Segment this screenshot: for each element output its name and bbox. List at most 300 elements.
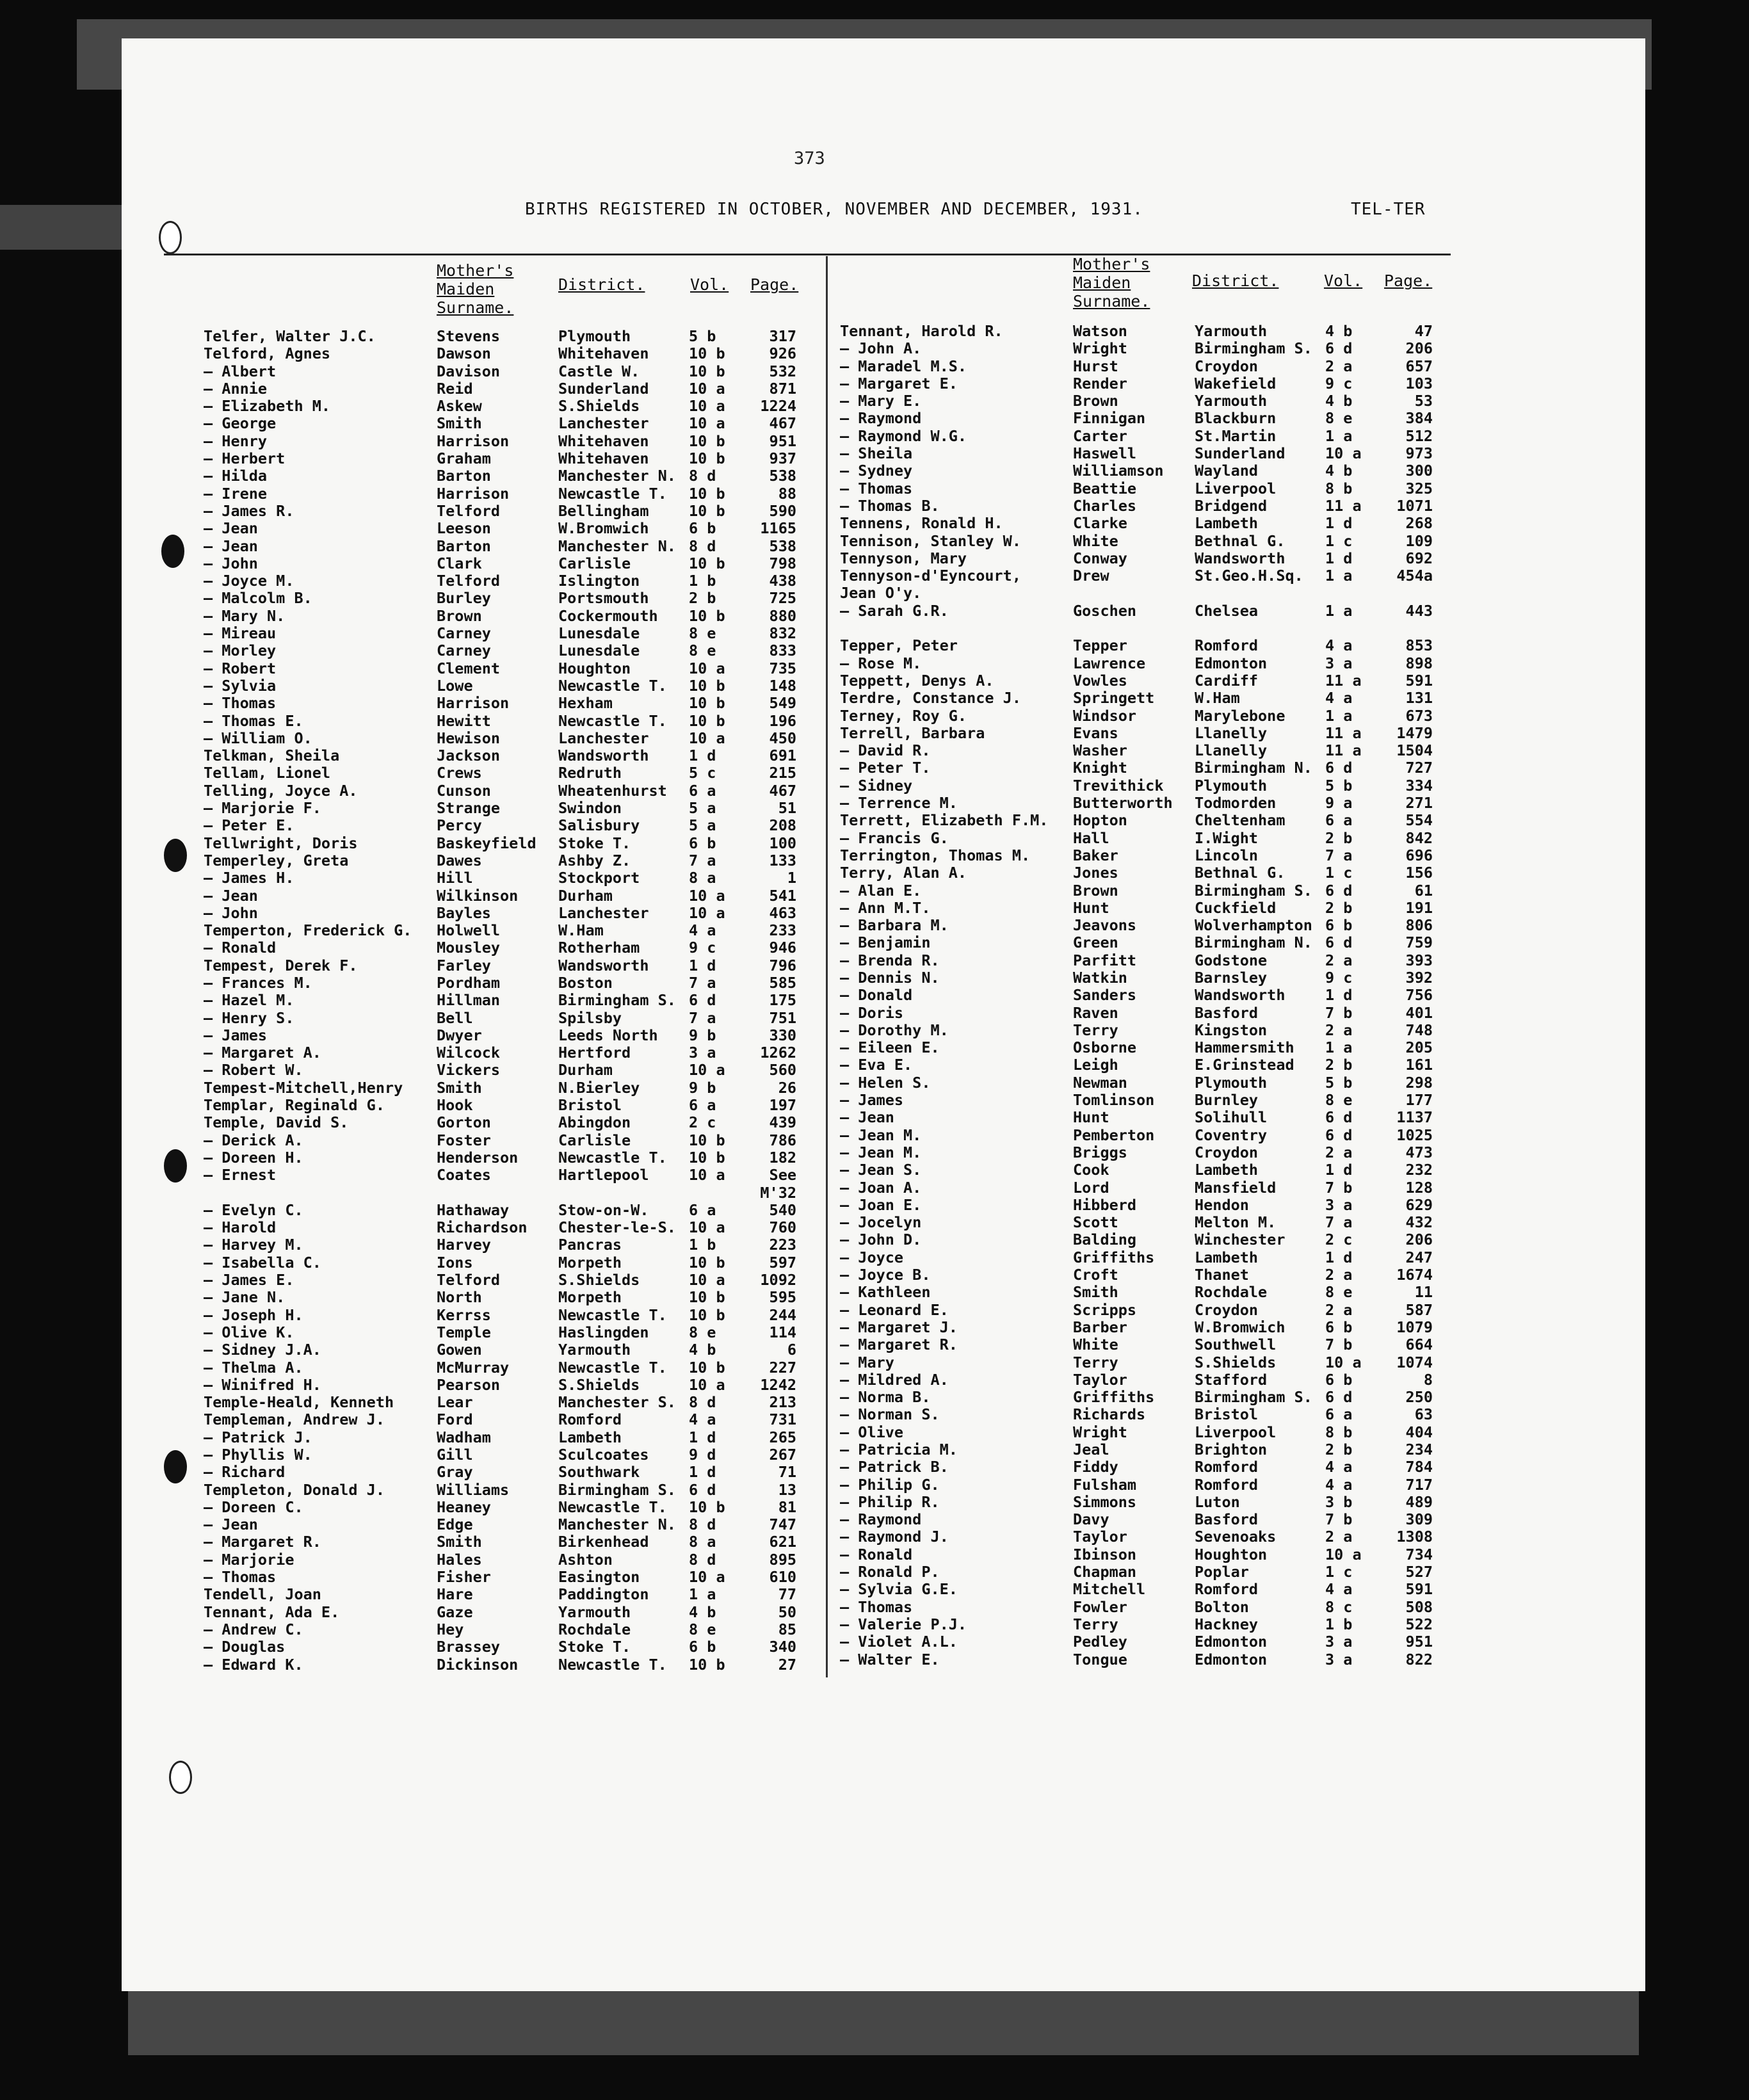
- entry-mother-surname: Stevens: [437, 327, 501, 345]
- entry-page: 522: [1405, 1615, 1433, 1633]
- binder-hole: [164, 839, 187, 872]
- entry-page: 696: [1405, 846, 1433, 864]
- entry-page: 554: [1405, 811, 1433, 830]
- entry-volume: 11 a: [1325, 741, 1362, 760]
- entry-name: — James: [840, 1091, 904, 1110]
- entry-district: Wayland: [1195, 462, 1259, 480]
- entry-mother-surname: Fulsham: [1073, 1475, 1137, 1494]
- entry-name: — Thomas: [840, 1597, 913, 1616]
- entry-district: Rochdale: [1195, 1283, 1268, 1302]
- entry-mother-surname: Cook: [1073, 1161, 1109, 1179]
- entry-name: Templar, Reginald G.: [204, 1096, 385, 1115]
- entry-name: Temperley, Greta: [204, 851, 349, 869]
- entry-district: Islington: [558, 572, 640, 590]
- entry-district: Thanet: [1195, 1266, 1249, 1284]
- entry-volume: 10 b: [689, 1253, 725, 1272]
- entry-row: [840, 1022, 1455, 1039]
- entry-name: — Barbara M.: [840, 916, 949, 935]
- entry-page: 325: [1405, 479, 1433, 497]
- entry-volume: 8 e: [689, 1620, 716, 1638]
- entry-page: 114: [769, 1323, 796, 1341]
- entry-page: 760: [769, 1218, 796, 1237]
- entry-row: [840, 1074, 1455, 1092]
- entry-mother-surname: Beattie: [1073, 479, 1137, 497]
- entry-district: Portsmouth: [558, 589, 649, 608]
- entry-district: Yarmouth: [1195, 392, 1268, 410]
- entry-mother-surname: Brown: [1073, 881, 1118, 900]
- entry-district: Whitehaven: [558, 432, 649, 450]
- entry-district: Stockport: [558, 869, 640, 887]
- entry-volume: 6 d: [1325, 759, 1353, 777]
- entry-name: — Thomas: [204, 1568, 277, 1587]
- entry-name: — Joyce M.: [204, 572, 294, 590]
- entry-volume: 1 d: [689, 1428, 716, 1446]
- entry-volume: 7 a: [1325, 1213, 1353, 1232]
- entry-page: 334: [1405, 776, 1433, 795]
- entry-page: 53: [1414, 392, 1433, 410]
- entry-row: [840, 1581, 1455, 1598]
- entry-mother-surname: Percy: [437, 816, 482, 835]
- entry-district: Southwark: [558, 1463, 640, 1482]
- entry-page: 404: [1405, 1423, 1433, 1441]
- entry-mother-surname: White: [1073, 1336, 1118, 1354]
- entry-volume: 8 e: [1325, 1091, 1353, 1110]
- entry-district: Bridgend: [1195, 496, 1268, 515]
- entry-mother-surname: Hunt: [1073, 898, 1109, 917]
- entry-row: [840, 410, 1455, 427]
- entry-volume: 6 d: [689, 1480, 716, 1499]
- entry-volume: 10 a: [1325, 1545, 1362, 1563]
- entry-row: [204, 957, 818, 974]
- entry-name: — Patrick J.: [204, 1428, 312, 1446]
- entry-volume: 10 a: [689, 1568, 725, 1587]
- entry-page: 317: [769, 327, 796, 345]
- entry-mother-surname: Henderson: [437, 1148, 519, 1167]
- entry-row: [840, 1476, 1455, 1494]
- entry-district: Bristol: [558, 1096, 622, 1115]
- entry-mother-surname: Washer: [1073, 741, 1127, 760]
- entry-name: — Dorothy M.: [840, 1021, 949, 1039]
- entry-volume: 1 c: [1325, 864, 1353, 882]
- entry-row: [204, 905, 818, 922]
- binder-hole: [159, 221, 182, 254]
- entry-mother-surname: Leigh: [1073, 1056, 1118, 1074]
- entry-volume: 2 b: [1325, 828, 1353, 847]
- entry-page: 271: [1405, 794, 1433, 812]
- entry-district: Blackburn: [1195, 409, 1277, 428]
- entry-district: Romford: [1195, 636, 1259, 655]
- entry-mother-surname: Hurst: [1073, 357, 1118, 375]
- entry-volume: 3 a: [1325, 1633, 1353, 1651]
- entry-row: [204, 572, 818, 590]
- entry-name: Tepper, Peter: [840, 636, 958, 655]
- header-district: District.: [1192, 271, 1279, 290]
- entry-name: — Elizabeth M.: [204, 397, 331, 416]
- entry-mother-surname: Griffiths: [1073, 1388, 1155, 1407]
- entry-name: — Jean: [204, 537, 258, 555]
- entry-mother-surname: Trevithick: [1073, 776, 1164, 795]
- entry-row: [840, 952, 1455, 969]
- entry-page: 796: [769, 956, 796, 974]
- entry-name: Jean O'y.: [840, 584, 922, 602]
- entry-volume: 7 a: [1325, 846, 1353, 864]
- entry-row: [204, 485, 818, 503]
- entry-mother-surname: Harrison: [437, 484, 510, 503]
- entry-name: — Patricia M.: [840, 1441, 958, 1458]
- entry-district: Melton M.: [1195, 1213, 1277, 1232]
- entry-page: 77: [778, 1585, 796, 1604]
- entry-mother-surname: Crews: [437, 764, 482, 782]
- entry-district: Stoke T.: [558, 834, 631, 852]
- entry-page: 247: [1405, 1248, 1433, 1266]
- entry-row: [840, 1319, 1455, 1336]
- entry-mother-surname: Telford: [437, 572, 501, 590]
- entry-volume: 7 b: [1325, 1003, 1353, 1022]
- entry-district: Houghton: [558, 659, 631, 677]
- entry-row: [204, 555, 818, 572]
- entry-page: 384: [1405, 409, 1433, 428]
- entry-name: Terney, Roy G.: [840, 706, 967, 725]
- entry-district: Lincoln: [1195, 846, 1259, 864]
- entry-mother-surname: Watson: [1073, 322, 1127, 340]
- entry-district: Winchester: [1195, 1231, 1286, 1249]
- entry-volume: 10 b: [689, 676, 725, 695]
- entry-district: Lambeth: [1195, 1161, 1259, 1179]
- entry-name: — Isabella C.: [204, 1253, 321, 1272]
- entry-volume: 4 b: [1325, 392, 1353, 410]
- entry-volume: 3 a: [689, 1044, 716, 1062]
- entry-row: [204, 1569, 818, 1586]
- entry-district: Romford: [558, 1410, 622, 1429]
- entry-page: 489: [1405, 1492, 1433, 1511]
- entry-volume: 4 b: [689, 1341, 716, 1359]
- entry-volume: 2 a: [1325, 1528, 1353, 1546]
- header-mother: Mother's Maiden Surname.: [437, 261, 514, 317]
- entry-name: — Norman S.: [840, 1405, 940, 1424]
- entry-name: — Jean M.: [840, 1143, 922, 1161]
- entry-mother-surname: Terry: [1073, 1353, 1118, 1371]
- entry-mother-surname: Evans: [1073, 723, 1118, 742]
- entry-volume: 8 d: [689, 467, 716, 485]
- entry-page: 784: [1405, 1458, 1433, 1476]
- entry-name: — Sarah G.R.: [840, 601, 949, 620]
- entry-district: Edmonton: [1195, 1650, 1268, 1668]
- entry-row: [204, 625, 818, 642]
- entry-district: Wandsworth: [1195, 986, 1286, 1005]
- entry-name: Tennyson, Mary: [840, 549, 967, 567]
- entry-mother-surname: Windsor: [1073, 706, 1137, 725]
- entry-district: Plymouth: [558, 327, 631, 345]
- entry-page: 208: [769, 816, 796, 835]
- entry-district: Stow-on-W.: [558, 1200, 649, 1219]
- entry-mother-surname: Tongue: [1073, 1650, 1127, 1668]
- entry-page: 560: [769, 1061, 796, 1079]
- entry-volume: 2 a: [1325, 1143, 1353, 1161]
- entry-mother-surname: Barton: [437, 467, 491, 485]
- entry-district: Chester-le-S.: [558, 1218, 676, 1237]
- entry-name: — Raymond J.: [840, 1528, 949, 1546]
- entry-row: [840, 1599, 1455, 1616]
- entry-name: — Henry: [204, 432, 268, 450]
- entry-page: 973: [1405, 444, 1433, 463]
- entry-volume: 2 a: [1325, 1266, 1353, 1284]
- entry-row: [840, 707, 1455, 725]
- entry-page: 298: [1405, 1073, 1433, 1092]
- entry-mother-surname: Carney: [437, 642, 491, 660]
- entry-name: — Raymond: [840, 409, 922, 428]
- entry-name: — Ronald P.: [840, 1563, 940, 1581]
- entry-mother-surname: McMurray: [437, 1358, 510, 1377]
- entry-row: [840, 900, 1455, 917]
- entry-volume: 10 a: [689, 729, 725, 747]
- entry-volume: 6 d: [1325, 1126, 1353, 1144]
- header-vol: Vol.: [690, 275, 729, 294]
- entry-district: Brighton: [1195, 1441, 1268, 1458]
- entry-district: Newcastle T.: [558, 1305, 667, 1324]
- entry-district: Plymouth: [1195, 1073, 1268, 1092]
- entry-row: [204, 764, 818, 782]
- entry-mother-surname: Taylor: [1073, 1528, 1127, 1546]
- entry-volume: 10 b: [689, 449, 725, 468]
- entry-name: Teppett, Denys A.: [840, 671, 994, 690]
- entry-district: Luton: [1195, 1492, 1240, 1511]
- entry-page: 621: [769, 1533, 796, 1551]
- entry-volume: 8 e: [1325, 1283, 1353, 1302]
- entry-page: 51: [778, 799, 796, 818]
- entry-volume: 8 a: [689, 1533, 716, 1551]
- page-number: 373: [794, 149, 825, 168]
- entry-district: Hexham: [558, 694, 613, 713]
- entry-row: [840, 1511, 1455, 1528]
- entry-row: [204, 660, 818, 677]
- entry-mother-surname: Tomlinson: [1073, 1091, 1155, 1110]
- entry-name: — Robert: [204, 659, 277, 677]
- entry-row: [840, 759, 1455, 777]
- entry-name: — Helen S.: [840, 1073, 931, 1092]
- entry-mother-surname: Carter: [1073, 426, 1127, 445]
- entry-row: [840, 323, 1455, 340]
- entry-row: [840, 830, 1455, 847]
- entry-name: — Joan E.: [840, 1195, 922, 1214]
- entry-volume: 7 b: [1325, 1510, 1353, 1529]
- entry-page: 725: [769, 589, 796, 608]
- entry-name: — Terrence M.: [840, 794, 958, 812]
- entry-district: Whitehaven: [558, 344, 649, 363]
- entry-volume: 10 a: [689, 1166, 725, 1184]
- entry-district: Birmingham S.: [558, 991, 676, 1010]
- entry-mother-surname: Fiddy: [1073, 1458, 1118, 1476]
- entry-mother-surname: Lowe: [437, 676, 473, 695]
- entry-district: Cockermouth: [558, 606, 658, 625]
- entry-row: [204, 450, 818, 467]
- entry-volume: 6 b: [689, 834, 716, 852]
- entry-volume: 5 b: [1325, 776, 1353, 795]
- entry-volume: 9 d: [689, 1446, 716, 1464]
- entry-mother-surname: Jackson: [437, 747, 501, 765]
- entry-name: — Philip G.: [840, 1475, 940, 1494]
- entry-volume: 1 d: [1325, 1161, 1353, 1179]
- entry-mother-surname: Richards: [1073, 1405, 1146, 1424]
- entry-mother-surname: Smith: [437, 414, 482, 433]
- entry-mother-surname: Raven: [1073, 1003, 1118, 1022]
- entry-mother-surname: Gorton: [437, 1113, 491, 1132]
- entry-district: Hendon: [1195, 1195, 1249, 1214]
- entry-row: [204, 1097, 818, 1114]
- entry-row: [204, 608, 818, 625]
- entry-row: [204, 1324, 818, 1341]
- entry-volume: 6 d: [1325, 1108, 1353, 1127]
- entry-row: [840, 340, 1455, 357]
- entry-name: — Sheila: [840, 444, 913, 463]
- entry-row: [204, 974, 818, 992]
- entry-row: [204, 1429, 818, 1446]
- entry-district: Edmonton: [1195, 654, 1268, 672]
- entry-name: — Winifred H.: [204, 1375, 321, 1394]
- entry-page: 392: [1405, 968, 1433, 987]
- entry-mother-surname: Charles: [1073, 496, 1137, 515]
- entry-row: [204, 415, 818, 432]
- entry-page: 1674: [1396, 1266, 1433, 1284]
- entry-district: Birmingham N.: [1195, 933, 1312, 952]
- entry-mother-surname: Holwell: [437, 921, 501, 940]
- entry-name: — Mildred A.: [840, 1370, 949, 1389]
- entry-volume: 3 a: [1325, 1650, 1353, 1668]
- entry-page: 673: [1405, 706, 1433, 725]
- entry-district: Haslingden: [558, 1323, 649, 1341]
- entry-mother-surname: Hook: [437, 1096, 473, 1115]
- entry-district: Bethnal G.: [1195, 531, 1286, 550]
- entry-mother-surname: Wright: [1073, 339, 1127, 358]
- entry-volume: 2 a: [1325, 1300, 1353, 1319]
- entry-district: Sunderland: [1195, 444, 1286, 463]
- entry-page: 1308: [1396, 1528, 1433, 1546]
- entry-name: Tempest, Derek F.: [204, 956, 358, 974]
- entry-row: [840, 1161, 1455, 1179]
- entry-row: [204, 887, 818, 905]
- entry-page: 587: [1405, 1300, 1433, 1319]
- entry-row: [204, 782, 818, 800]
- entry-row: [840, 462, 1455, 480]
- entry-district: Pancras: [558, 1236, 622, 1254]
- entry-district: Ashby Z.: [558, 851, 631, 869]
- entry-district: Chelsea: [1195, 601, 1259, 620]
- entry-row: [204, 1586, 818, 1603]
- entry-volume: 10 a: [689, 659, 725, 677]
- entry-mother-surname: Brassey: [437, 1638, 501, 1656]
- entry-district: Houghton: [1195, 1545, 1268, 1563]
- entry-name: — Mary E.: [840, 392, 922, 410]
- entry-page: 527: [1405, 1563, 1433, 1581]
- entry-name: — Joyce B.: [840, 1266, 931, 1284]
- entry-name: — Francis G.: [840, 828, 949, 847]
- entry-volume: 6 a: [689, 1200, 716, 1219]
- entry-row: [840, 1633, 1455, 1651]
- entry-mother-surname: Hey: [437, 1620, 464, 1638]
- entry-page: 71: [778, 1463, 796, 1482]
- entry-row: [204, 642, 818, 659]
- entry-district: Manchester N.: [558, 537, 676, 555]
- entry-mother-surname: Reid: [437, 379, 473, 398]
- entry-name: — Jane N.: [204, 1288, 286, 1307]
- entry-mother-surname: Vowles: [1073, 671, 1127, 690]
- entry-district: Poplar: [1195, 1563, 1249, 1581]
- entry-volume: 7 b: [1325, 1336, 1353, 1354]
- entry-row: [840, 515, 1455, 532]
- entry-row: [204, 328, 818, 345]
- entry-name: — Albert: [204, 362, 277, 380]
- entry-mother-surname: Osborne: [1073, 1038, 1137, 1057]
- entry-row: [204, 1411, 818, 1428]
- entry-name: — Doris: [840, 1003, 904, 1022]
- entry-district: Lunesdale: [558, 624, 640, 643]
- entry-volume: 10 b: [689, 1358, 725, 1377]
- entry-name: Telling, Joyce A.: [204, 781, 358, 800]
- entry-name: — Marjorie: [204, 1550, 294, 1569]
- entry-page: 853: [1405, 636, 1433, 655]
- entry-mother-surname: Vickers: [437, 1061, 501, 1079]
- entry-volume: 5 b: [1325, 1073, 1353, 1092]
- entry-name: — James H.: [204, 869, 294, 887]
- entry-row: [840, 795, 1455, 812]
- entry-volume: 7 b: [1325, 1178, 1353, 1197]
- entry-page: 756: [1405, 986, 1433, 1005]
- entry-name: — Jean: [204, 1515, 258, 1534]
- entry-row: [204, 1062, 818, 1079]
- entry-district: N.Bierley: [558, 1078, 640, 1097]
- entry-page: 205: [1405, 1038, 1433, 1057]
- entry-page: 196: [769, 711, 796, 730]
- entry-mother-surname: Terry: [1073, 1615, 1118, 1633]
- entry-district: Durham: [558, 1061, 613, 1079]
- entry-page: 439: [769, 1113, 796, 1132]
- entry-row: [840, 1197, 1455, 1214]
- entry-district: Boston: [558, 973, 613, 992]
- entry-mother-surname: Pordham: [437, 973, 501, 992]
- entry-row: [840, 1406, 1455, 1423]
- entry-mother-surname: Drew: [1073, 567, 1109, 585]
- entry-row: [204, 1010, 818, 1027]
- entry-mother-surname: Springett: [1073, 689, 1155, 707]
- entry-district: Sculcoates: [558, 1446, 649, 1464]
- entry-mother-surname: Lord: [1073, 1178, 1109, 1197]
- entry-volume: 6 b: [1325, 1370, 1353, 1389]
- entry-page: 13: [778, 1480, 796, 1499]
- entry-page: 11: [1414, 1283, 1433, 1302]
- entry-volume: 4 a: [1325, 1580, 1353, 1599]
- entry-row: [840, 864, 1455, 882]
- entry-volume: 2 b: [1325, 1056, 1353, 1074]
- entry-district: Kingston: [1195, 1021, 1268, 1039]
- entry-district: S.Shields: [558, 397, 640, 416]
- entry-name: — William O.: [204, 729, 312, 747]
- entry-district: W.Bromwich: [558, 519, 649, 538]
- entry-page: 538: [769, 467, 796, 485]
- entry-page: 128: [1405, 1178, 1433, 1197]
- entry-page: 223: [769, 1236, 796, 1254]
- entry-volume: 10 b: [689, 1305, 725, 1324]
- entry-district: Newcastle T.: [558, 711, 667, 730]
- entry-page: 1224: [760, 397, 796, 416]
- entry-name: Tellam, Lionel: [204, 764, 331, 782]
- entry-district: Bellingham: [558, 501, 649, 520]
- entry-mother-surname: Lear: [437, 1393, 473, 1412]
- entry-volume: 4 a: [1325, 1458, 1353, 1476]
- entry-row: [204, 1202, 818, 1219]
- entry-volume: 6 b: [1325, 1318, 1353, 1336]
- entry-page: 161: [1405, 1056, 1433, 1074]
- entry-page: 88: [778, 484, 796, 503]
- entry-name: — John D.: [840, 1231, 922, 1249]
